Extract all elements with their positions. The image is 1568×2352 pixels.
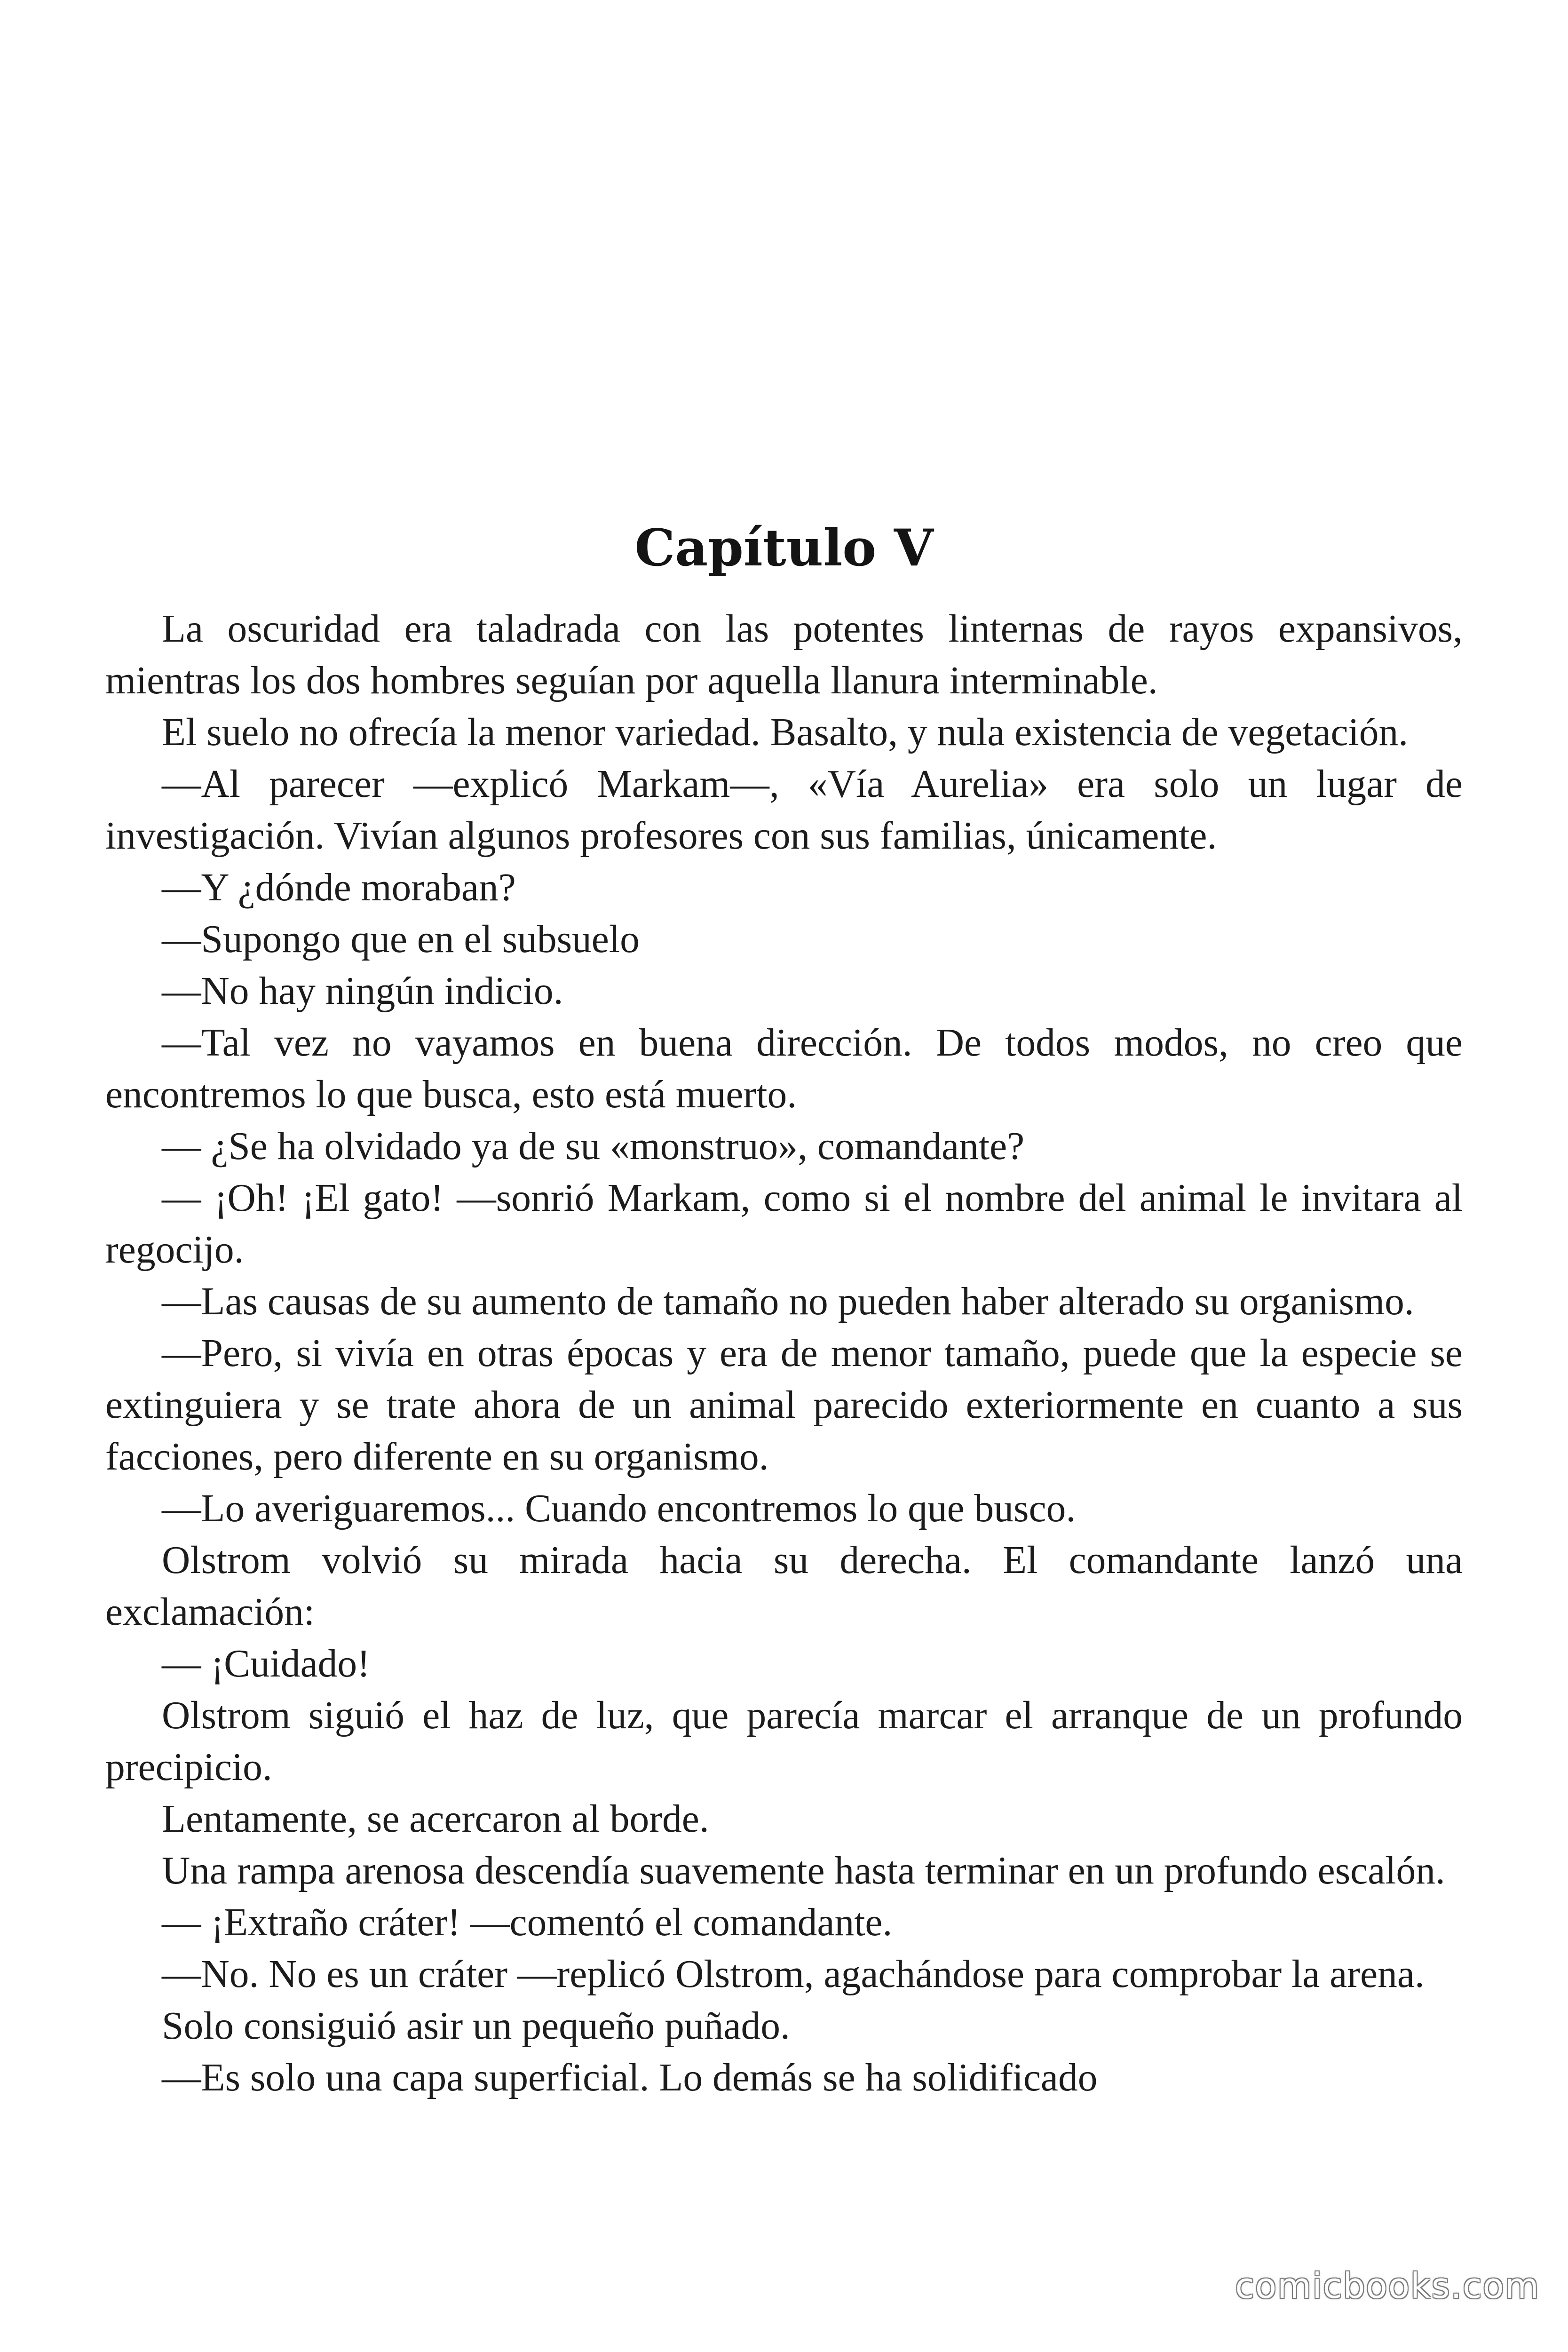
paragraph: Lentamente, se acercaron al borde. [162, 1797, 709, 1841]
paragraph: — ¡Extraño cráter! —comentó el comandante. [162, 1901, 893, 1944]
paragraph: — ¡Cuidado! [162, 1642, 370, 1685]
watermark: comicbooks.com [1235, 2266, 1540, 2306]
paragraph: —No hay ningún indicio. [162, 969, 563, 1013]
paragraph: Olstrom siguió el haz de luz, que parecía marcar el arranque de un profundo precipicio. [105, 1694, 1463, 1789]
paragraph: —Y ¿dónde moraban? [162, 866, 516, 909]
paragraph: El suelo no ofrecía la menor variedad. Basalto, y nula existencia de vegetación. [162, 711, 1409, 754]
paragraph: Una rampa arenosa descendía suavemente hasta terminar en un profundo escalón. [162, 1849, 1445, 1892]
chapter-body [105, 603, 1463, 2104]
paragraph: —No. No es un cráter —replicó Olstrom, agachándose para comprobar la arena. [162, 1953, 1425, 1996]
paragraph: —Supongo que en el subsuelo [162, 918, 640, 961]
paragraph: Solo consiguió asir un pequeño puñado. [162, 2004, 790, 2048]
paragraph: —Pero, si vivía en otras épocas y era de menor tamaño, puede que la especie se extinguiera y se trate ahora de un animal parecido exteriormente en cuanto a sus facciones, pero diferente en su organismo. [105, 1332, 1463, 1478]
paragraph: La oscuridad era taladrada con las potentes linternas de rayos expansivos, mientras los dos hombres seguían por aquella llanura interminable. [105, 607, 1463, 702]
paragraph: —Es solo una capa superficial. Lo demás se ha solidificado [162, 2056, 1098, 2099]
paragraph: —Al parecer —explicó Markam—, «Vía Aurelia» era solo un lugar de investigación. Vivían algunos profesores con sus familias, únicamente. [105, 763, 1463, 858]
chapter-title: Capítulo V [634, 518, 934, 578]
paragraph: — ¡Oh! ¡El gato! —sonrió Markam, como si el nombre del animal le invitara al regocijo. [105, 1176, 1463, 1271]
paragraph: Olstrom volvió su mirada hacia su derecha. El comandante lanzó una exclamación: [105, 1539, 1463, 1634]
paragraph: —Las causas de su aumento de tamaño no pueden haber alterado su organismo. [162, 1280, 1414, 1323]
paragraph: — ¿Se ha olvidado ya de su «monstruo», comandante? [162, 1125, 1025, 1168]
paragraph: —Lo averiguaremos... Cuando encontremos lo que busco. [162, 1487, 1076, 1530]
paragraph: —Tal vez no vayamos en buena dirección. De todos modos, no creo que encontremos lo que busca, esto está muerto. [105, 1021, 1463, 1116]
